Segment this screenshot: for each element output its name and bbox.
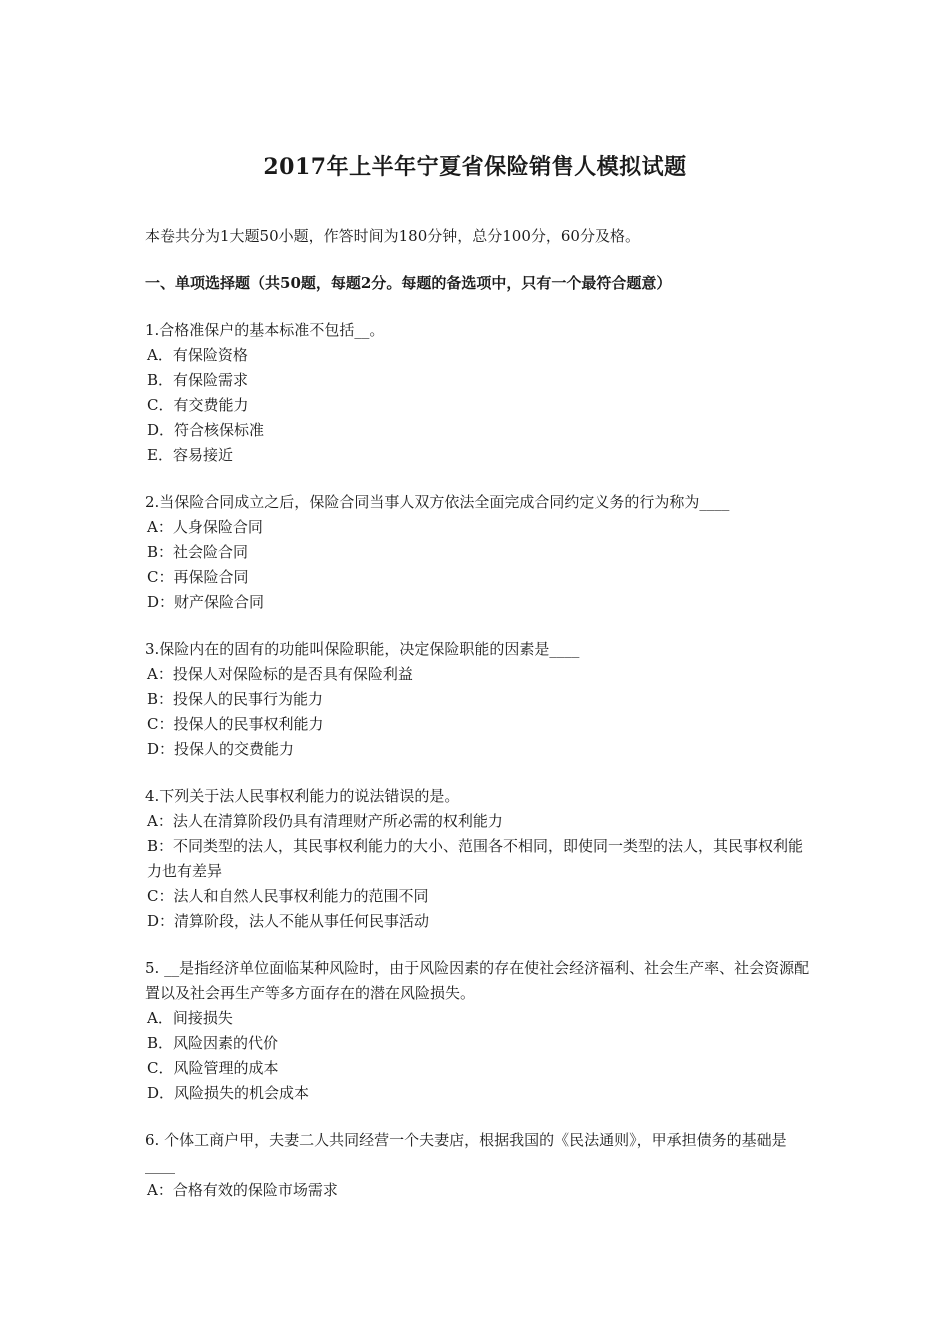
question-option: B：社会险合同 xyxy=(147,543,249,561)
question-option: D：财产保险合同 xyxy=(147,593,265,611)
question-option: C：再保险合同 xyxy=(147,568,249,586)
question-option: A：法人在清算阶段仍具有清理财产所必需的权利能力 xyxy=(147,812,503,830)
question-option: D．风险损失的机会成本 xyxy=(147,1084,310,1102)
question-stem: 4.下列关于法人民事权利能力的说法错误的是。 xyxy=(145,787,460,805)
question-option: B：不同类型的法人，其民事权利能力的大小、范围各不相同，即使同一类型的法人，其民事权利能力也有差异 xyxy=(147,837,804,880)
question-2 xyxy=(145,490,810,615)
question-stem: 1.合格准保户的基本标准不包括__。 xyxy=(145,321,385,339)
question-option: A：合格有效的保险市场需求 xyxy=(147,1181,338,1199)
question-option: D．符合核保标准 xyxy=(147,421,265,439)
question-option: B：投保人的民事行为能力 xyxy=(147,690,324,708)
question-stem: 3.保险内在的固有的功能叫保险职能，决定保险职能的因素是____ xyxy=(145,640,580,658)
question-option: A．有保险资格 xyxy=(147,346,248,364)
question-option: B．有保险需求 xyxy=(147,371,249,389)
question-option: A：人身保险合同 xyxy=(147,518,263,536)
question-4 xyxy=(145,784,810,934)
question-option: B．风险因素的代价 xyxy=(147,1034,279,1052)
question-option: D：投保人的交费能力 xyxy=(147,740,295,758)
question-option: C．有交费能力 xyxy=(147,396,249,414)
question-stem: 6. 个体工商户甲，夫妻二人共同经营一个夫妻店，根据我国的《民法通则》，甲承担债务的基础是____ xyxy=(145,1131,787,1174)
document-body xyxy=(145,224,810,1225)
document-title: 2017年上半年宁夏省保险销售人模拟试题 xyxy=(263,154,687,180)
question-option: C：法人和自然人民事权利能力的范围不同 xyxy=(147,887,429,905)
question-6 xyxy=(145,1128,810,1203)
question-5 xyxy=(145,956,810,1106)
question-option: D：清算阶段，法人不能从事任何民事活动 xyxy=(147,912,430,930)
question-1 xyxy=(145,318,810,468)
section-heading: 一、单项选择题（共50题，每题2分。每题的备选项中，只有一个最符合题意） xyxy=(145,274,672,292)
question-stem: 5. __是指经济单位面临某种风险时，由于风险因素的存在使社会经济福利、社会生产率、社会资源配置以及社会再生产等多方面存在的潜在风险损失。 xyxy=(145,959,810,1002)
question-option: E．容易接近 xyxy=(147,446,233,464)
question-3 xyxy=(145,637,810,762)
exam-intro: 本卷共分为1大题50小题，作答时间为180分钟，总分100分，60分及格。 xyxy=(145,227,640,245)
question-option: C．风险管理的成本 xyxy=(147,1059,279,1077)
question-option: A：投保人对保险标的是否具有保险利益 xyxy=(147,665,413,683)
question-stem: 2.当保险合同成立之后，保险合同当事人双方依法全面完成合同约定义务的行为称为____ xyxy=(145,493,730,511)
question-option: A．间接损失 xyxy=(147,1009,233,1027)
question-option: C：投保人的民事权利能力 xyxy=(147,715,324,733)
